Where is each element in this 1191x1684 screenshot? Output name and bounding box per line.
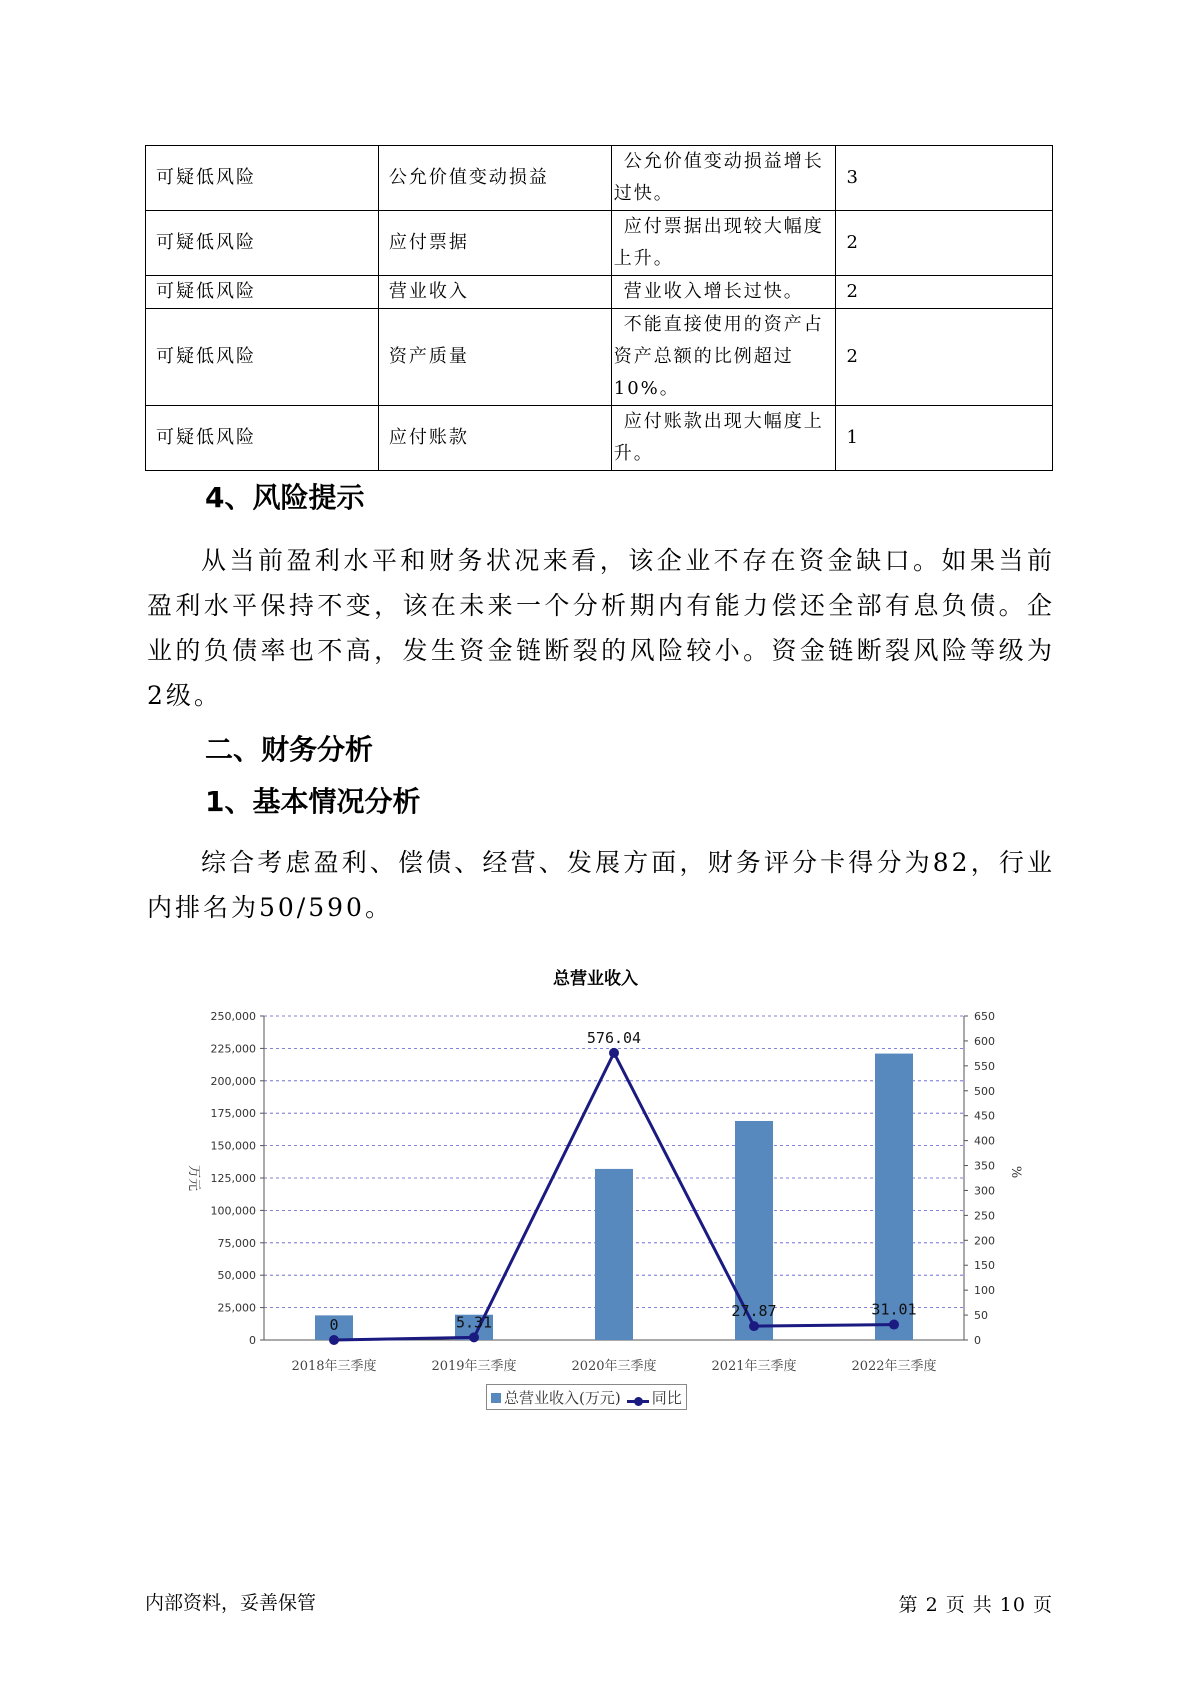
y-tick-label-left: 25,000: [217, 1301, 256, 1315]
y-tick-label-right: 300: [974, 1184, 995, 1198]
finance-heading: 二、财务分析: [205, 733, 374, 766]
y-tick-label-right: 50: [974, 1309, 988, 1323]
y-tick-label-left: 225,000: [210, 1042, 256, 1056]
y-tick-label-right: 450: [974, 1109, 995, 1123]
yoy-point: [329, 1335, 339, 1345]
y-tick-label-right: 400: [974, 1134, 995, 1148]
risk-level-cell: 可疑低风险: [146, 406, 379, 471]
legend-bar-swatch: [491, 1393, 501, 1403]
y-tick-label-right: 600: [974, 1034, 995, 1048]
legend-line-swatch: [627, 1400, 649, 1403]
risk-score-cell: 3: [836, 146, 1053, 211]
data-label: 31.01: [871, 1300, 917, 1319]
data-label: 27.87: [731, 1302, 777, 1321]
risk-level-cell: 可疑低风险: [146, 146, 379, 211]
y-tick-label-right: 100: [974, 1284, 995, 1298]
footer-note: 内部资料，妥善保管: [145, 1592, 317, 1614]
risk-level-cell: 可疑低风险: [146, 211, 379, 276]
y-tick-label-right: 200: [974, 1234, 995, 1248]
legend-item-revenue: [491, 1387, 621, 1408]
x-tick-label: 2019年三季度: [431, 1359, 517, 1374]
risk-desc-cell: 应付票据出现较大幅度上升。: [611, 211, 836, 276]
x-tick-label: 2021年三季度: [711, 1359, 797, 1374]
y-tick-label-left: 100,000: [210, 1204, 256, 1218]
y-axis-title-left: 万元: [186, 1164, 201, 1192]
bar: [595, 1169, 633, 1340]
risk-desc-cell: 营业收入增长过快。: [611, 276, 836, 309]
risk-score-cell: 2: [836, 309, 1053, 406]
y-tick-label-right: 250: [974, 1209, 995, 1223]
risk-item-cell: 公允价值变动损益: [378, 146, 611, 211]
y-tick-label-left: 175,000: [210, 1107, 256, 1121]
data-label: 5.31: [455, 1313, 493, 1332]
legend-label-yoy: 同比: [651, 1388, 682, 1407]
risk-desc-cell: 应付账款出现大幅度上升。: [611, 406, 836, 471]
y-tick-label-right: 150: [974, 1259, 995, 1273]
legend-item-yoy: [627, 1387, 682, 1408]
risk-item-cell: 资产质量: [378, 309, 611, 406]
risk-paragraph: 从当前盈利水平和财务状况来看，该企业不存在资金缺口。如果当前盈利水平保持不变，该在未来一个分析期内有能力偿还全部有息负债。企业的负债率也不高，发生资金链断裂的风险较小。资金链断裂风险等级为2级。: [147, 546, 1055, 710]
data-label: 0: [329, 1316, 339, 1334]
x-tick-label: 2022年三季度: [851, 1359, 937, 1374]
data-label: 576.04: [586, 1028, 642, 1047]
legend-label-revenue: 总营业收入(万元): [504, 1388, 621, 1407]
x-tick-label: 2018年三季度: [291, 1359, 377, 1374]
y-tick-label-left: 75,000: [217, 1236, 256, 1250]
yoy-point: [749, 1321, 759, 1331]
y-tick-label-right: 0: [974, 1334, 981, 1347]
y-tick-label-right: 350: [974, 1159, 995, 1173]
risk-desc-cell: 公允价值变动损益增长过快。: [611, 146, 836, 211]
risk-desc-cell: 不能直接使用的资产占资产总额的比例超过10%。: [611, 309, 836, 406]
x-tick-label: 2020年三季度: [571, 1359, 657, 1374]
yoy-point: [889, 1320, 899, 1330]
y-tick-label-right: 650: [974, 1010, 995, 1023]
basic-heading: 1、基本情况分析: [205, 785, 421, 818]
y-tick-label-left: 0: [249, 1334, 256, 1347]
risk-score-cell: 2: [836, 276, 1053, 309]
risk-item-cell: 应付账款: [378, 406, 611, 471]
bar: [875, 1054, 913, 1340]
risk-score-cell: 1: [836, 406, 1053, 471]
risk-heading: 4、风险提示: [205, 481, 365, 514]
risk-item-cell: 应付票据: [378, 211, 611, 276]
y-tick-label-left: 150,000: [210, 1139, 256, 1153]
risk-level-cell: 可疑低风险: [146, 276, 379, 309]
y-tick-label-right: 500: [974, 1084, 995, 1098]
chart-legend: [486, 1384, 687, 1410]
y-tick-label-left: 50,000: [217, 1269, 256, 1283]
yoy-point: [609, 1048, 619, 1058]
y-axis-title-right: %: [1008, 1165, 1023, 1179]
y-tick-label-right: 550: [974, 1059, 995, 1073]
chart-title: 总营业收入: [553, 969, 638, 989]
page-number: 第 2 页 共 10 页: [898, 1594, 1053, 1616]
yoy-point: [469, 1332, 479, 1342]
risk-score-cell: 2: [836, 211, 1053, 276]
basic-paragraph: 综合考虑盈利、偿债、经营、发展方面，财务评分卡得分为82，行业内排名为50/590。: [147, 848, 1055, 922]
y-tick-label-left: 125,000: [210, 1172, 256, 1185]
risk-item-cell: 营业收入: [378, 276, 611, 309]
y-tick-label-left: 200,000: [210, 1074, 256, 1088]
y-tick-label-left: 250,000: [210, 1010, 256, 1023]
risk-level-cell: 可疑低风险: [146, 309, 379, 406]
